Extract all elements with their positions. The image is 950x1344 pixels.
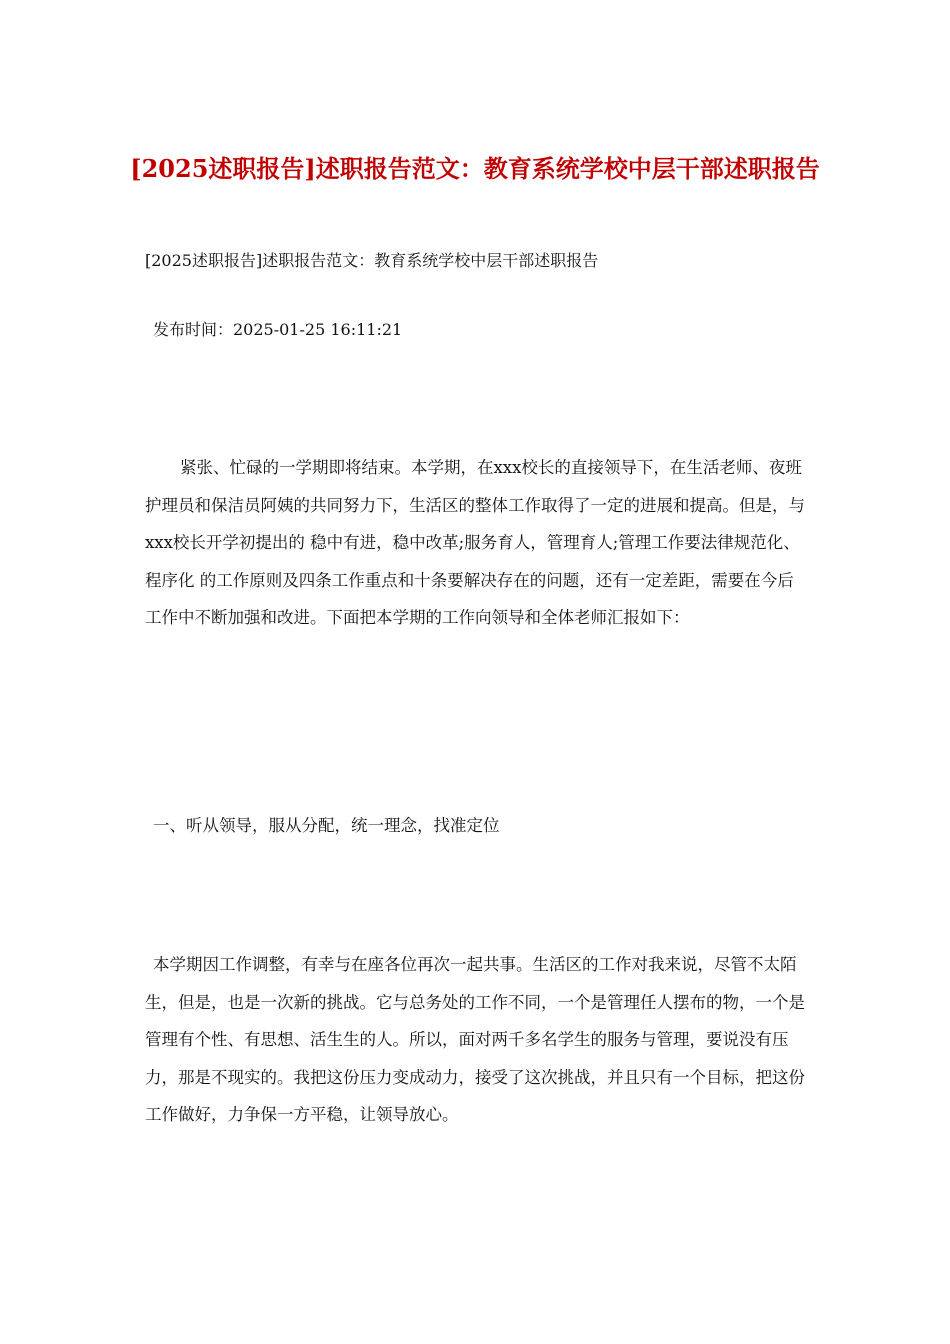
section-heading-1: 一、听从领导，服从分配，统一理念，找准定位 xyxy=(153,816,500,835)
paragraph-intro: 紧张、忙碌的一学期即将结束。本学期，在xxx校长的直接领导下，在生活老师、夜班护理员和保洁员阿姨的共同努力下，生活区的整体工作取得了一定的进展和提高。但是，与xxx校长开学初提出的 稳中有进，稳中改革;服务育人，管理育人;管理工作要法律规范化、程序化 的工作原则及四条工作重点和十条要解决存在的问题，还有一定差距，需要在今后工作中不断加强和改进。下面把本学期的工作向领导和全体老师汇报如下： xyxy=(145,458,805,627)
publish-time: 发布时间：2025-01-25 16:11:21 xyxy=(153,320,403,339)
document-subtitle: [2025述职报告]述职报告范文：教育系统学校中层干部述职报告 xyxy=(145,251,599,270)
paragraph-section-1: 本学期因工作调整，有幸与在座各位再次一起共事。生活区的工作对我来说，尽管不太陌生，但是，也是一次新的挑战。它与总务处的工作不同，一个是管理任人摆布的物，一个是管理有个性、有思想、活生生的人。所以，面对两千多名学生的服务与管理，要说没有压力，那是不现实的。我把这份压力变成动力，接受了这次挑战，并且只有一个目标，把这份工作做好，力争保一方平稳，让领导放心。 xyxy=(145,955,805,1124)
document-title: [2025述职报告]述职报告范文：教育系统学校中层干部述职报告 xyxy=(130,154,820,183)
